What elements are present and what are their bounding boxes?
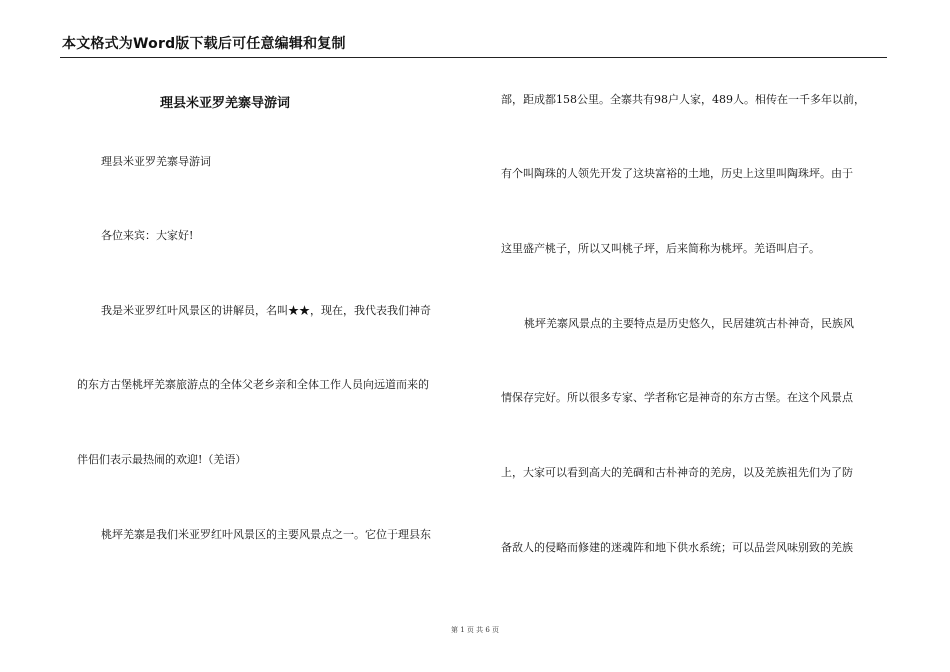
document-title: 理县米亚罗羌寨导游词 bbox=[160, 96, 291, 111]
header-title: 本文格式为Word版下载后可任意编辑和复制 bbox=[62, 36, 346, 52]
paragraph-line: 有个叫陶珠的人领先开发了这块富裕的土地，历史上这里叫陶珠坪。由于 bbox=[501, 167, 853, 180]
header-divider bbox=[60, 57, 887, 58]
paragraph-line: 上，大家可以看到高大的羌碉和古朴神奇的羌房，以及羌族祖先们为了防 bbox=[501, 466, 853, 479]
paragraph-line: 桃坪羌寨是我们米亚罗红叶风景区的主要风景点之一。它位于理县东 bbox=[101, 528, 431, 541]
paragraph-line: 伴侣们表示最热闹的欢迎!（羌语） bbox=[77, 453, 247, 466]
paragraph-line: 各位来宾：大家好! bbox=[101, 229, 194, 242]
paragraph-line: 这里盛产桃子，所以又叫桃子坪，后来简称为桃坪。羌语叫启子。 bbox=[501, 242, 820, 255]
paragraph-line: 备敌人的侵略而修建的迷魂阵和地下供水系统；可以品尝风味别致的羌族 bbox=[501, 541, 853, 554]
page-indicator: 第 1 页 共 6 页 bbox=[450, 626, 500, 634]
paragraph-line: 的东方古堡桃坪羌寨旅游点的全体父老乡亲和全体工作人员向远道而来的 bbox=[77, 378, 429, 391]
paragraph-line: 桃坪羌寨风景点的主要特点是历史悠久，民居建筑古朴神奇，民族风 bbox=[524, 317, 854, 330]
paragraph-line: 我是米亚罗红叶风景区的讲解员，名叫★★，现在，我代表我们神奇 bbox=[101, 304, 431, 317]
paragraph-line: 情保存完好。所以很多专家、学者称它是神奇的东方古堡。在这个风景点 bbox=[501, 391, 853, 404]
paragraph-line: 部，距成都158公里。全寨共有98户人家，489人。相传在一千多年以前， bbox=[501, 93, 865, 106]
paragraph-line: 理县米亚罗羌寨导游词 bbox=[101, 155, 211, 168]
